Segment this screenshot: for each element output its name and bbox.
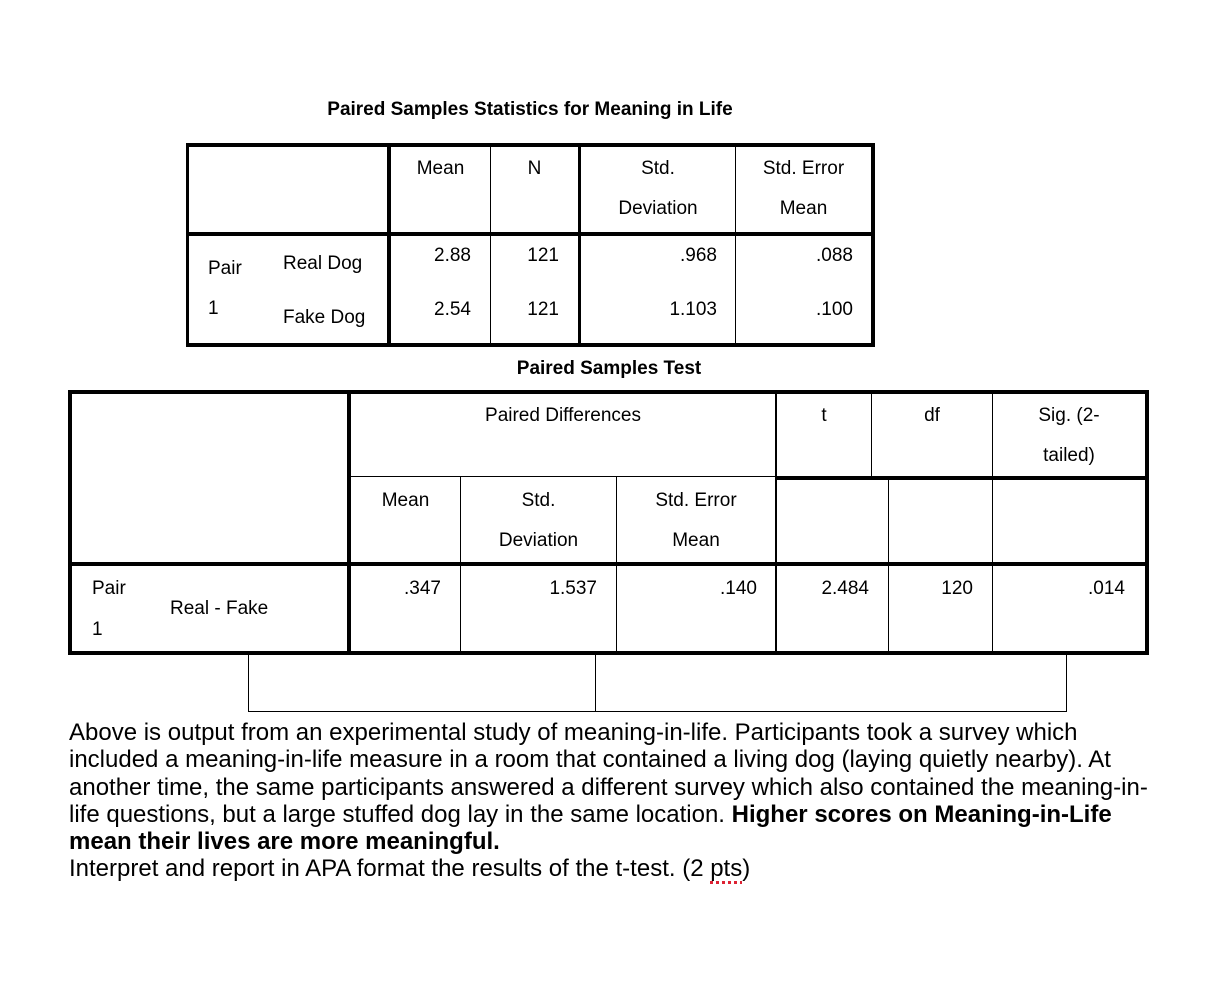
row-label: Fake Dog xyxy=(283,307,366,328)
row-mean: 2.88 xyxy=(434,245,471,266)
t1-header-se-line2: Mean xyxy=(779,198,828,219)
empty-box-right xyxy=(595,653,1067,712)
row-sd: 1.537 xyxy=(549,578,597,599)
row-sig: .014 xyxy=(1088,578,1125,599)
empty-box-left xyxy=(248,653,596,712)
row-label: Real - Fake xyxy=(170,598,269,619)
question-suffix: ) xyxy=(742,855,751,883)
row-df: 120 xyxy=(941,578,973,599)
row-sd: 1.103 xyxy=(669,299,717,320)
t1-pair-label: Pair xyxy=(208,258,242,279)
t1-header-se-line1: Std. Error xyxy=(762,158,845,179)
question-prefix: Interpret and report in APA format the results of the t-test. (2 xyxy=(69,855,711,883)
question-paragraph xyxy=(69,719,1169,883)
t2-header-mean: Mean xyxy=(381,490,430,511)
t1-pair-number: 1 xyxy=(208,298,219,319)
row-t: 2.484 xyxy=(821,578,869,599)
row-n: 121 xyxy=(527,245,559,266)
paragraph-bold: Higher scores on Meaning-in-Life mean their lives are more meaningful. xyxy=(69,800,1112,856)
t2-header-sig-line2: tailed) xyxy=(1043,445,1095,466)
row-sd: .968 xyxy=(680,245,717,266)
row-se: .100 xyxy=(816,299,853,320)
t2-header-sd-line1: Std. xyxy=(521,490,556,511)
t2-header-se-line1: Std. Error xyxy=(655,490,737,511)
row-mean: .347 xyxy=(404,578,441,599)
question-pts: pts xyxy=(710,855,743,883)
row-n: 121 xyxy=(527,299,559,320)
table2-title: Paired Samples Test xyxy=(516,358,702,379)
row-mean: 2.54 xyxy=(434,299,471,320)
row-label: Real Dog xyxy=(283,253,363,274)
row-se: .140 xyxy=(720,578,757,599)
table1-title: Paired Samples Statistics for Meaning in Life xyxy=(327,99,733,120)
t2-header-sd-line2: Deviation xyxy=(498,530,579,551)
paragraph-intro: Above is output from an experimental study of meaning-in-life. Participants took a survey which included a meaning-in-life measure in a room that contained a living dog (laying quietly nearby). At another time, the same participants answered a different survey which also contained the meaning-in-life questions, but a large stuffed dog lay in the same location. xyxy=(69,719,1148,828)
t2-header-df: df xyxy=(924,405,940,426)
t2-pair-number: 1 xyxy=(92,619,103,640)
t1-header-sd-line2: Deviation xyxy=(618,198,698,219)
t2-pair-label: Pair xyxy=(92,578,126,599)
t1-header-mean: Mean xyxy=(416,158,465,179)
t2-header-se-line2: Mean xyxy=(672,530,720,551)
t1-header-sd-line1: Std. xyxy=(641,158,675,179)
t2-header-t: t xyxy=(821,405,827,426)
row-se: .088 xyxy=(816,245,853,266)
t2-group-header: Paired Differences xyxy=(485,405,641,426)
t2-header-sig-line1: Sig. (2- xyxy=(1038,405,1100,426)
t1-header-n: N xyxy=(527,158,542,179)
